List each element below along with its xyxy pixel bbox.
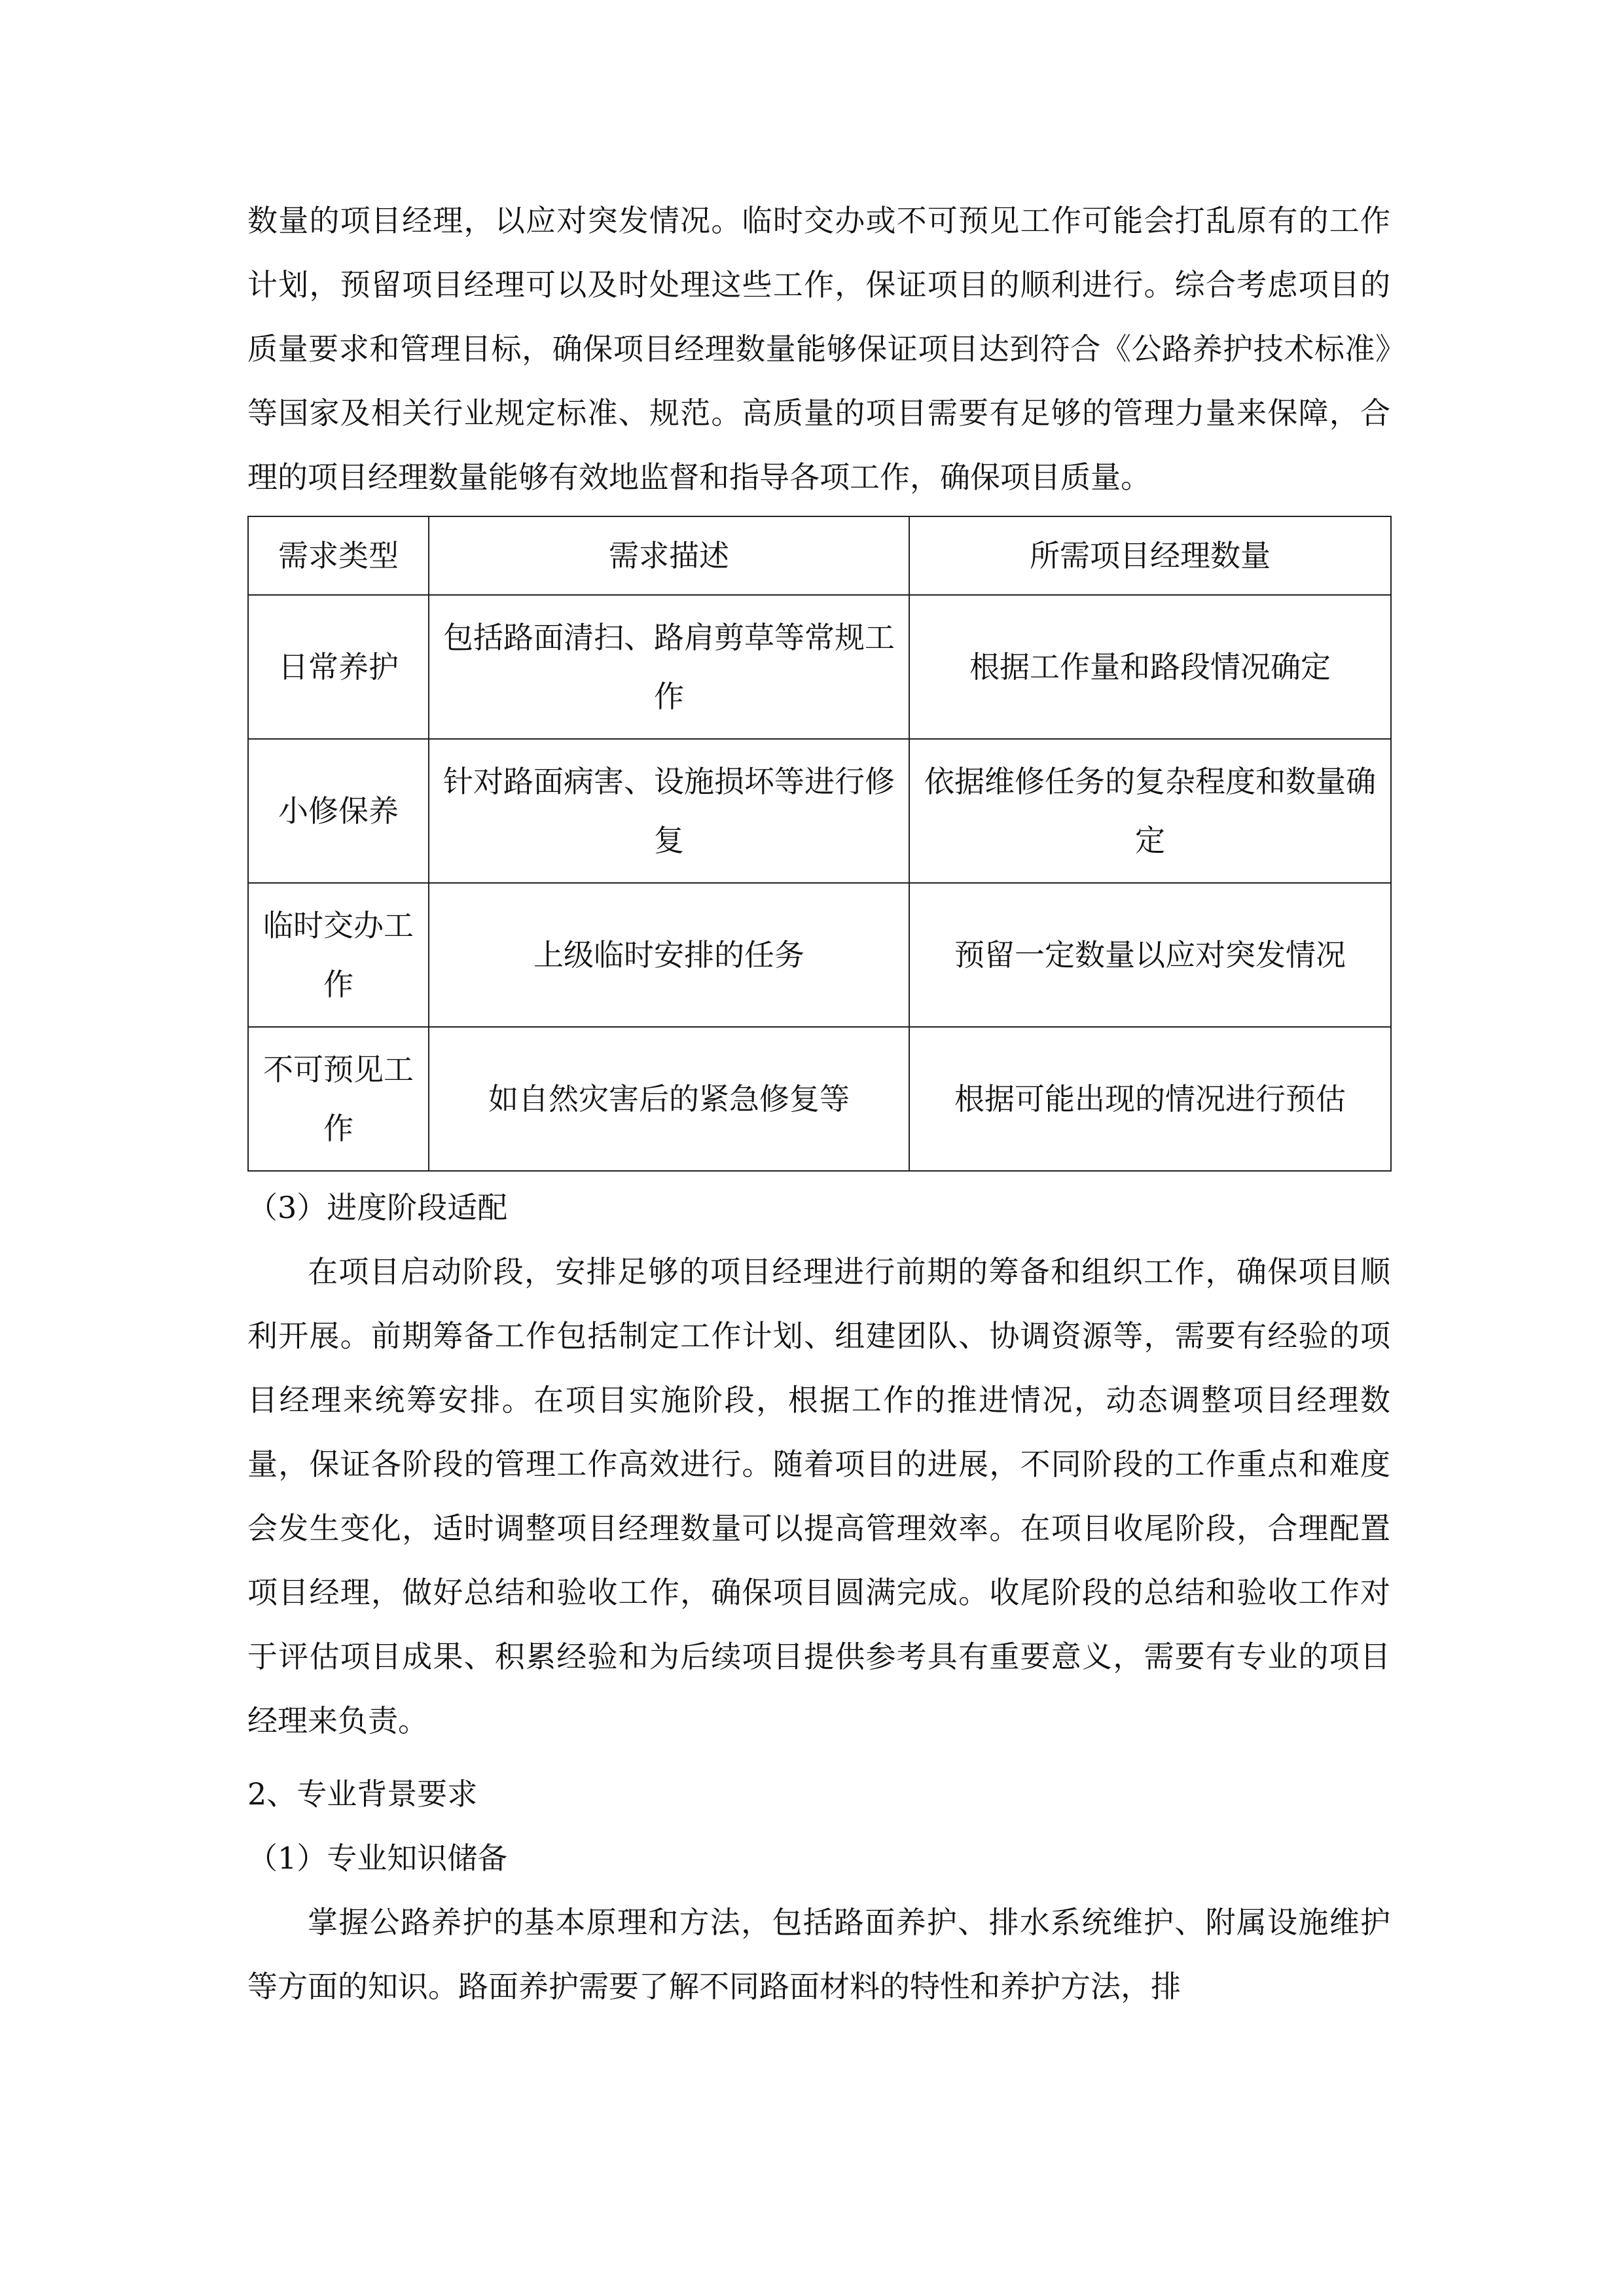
subsection-heading-knowledge: （1）专业知识储备 — [247, 1840, 508, 1876]
table-cell: 针对路面病害、设施损坏等进行修复 — [429, 739, 909, 883]
intro-paragraph: 数量的项目经理，以应对突发情况。临时交办或不可预见工作可能会打乱原有的工作计划，预留项目经理可以及时处理这些工作，保证项目的顺利进行。综合考虑项目的质量要求和管理目标，确保项目经理数量能够保证项目达到符合《公路养护技术标准》等国家及相关行业规定标准、规范。高质量的项目需要有足够的管理力量来保障，合理的项目经理数量能够有效地监督和指导各项工作，确保项目质量。 — [247, 203, 1390, 495]
table-cell: 包括路面清扫、路肩剪草等常规工作 — [429, 595, 909, 739]
header-cell-type: 需求类型 — [248, 516, 429, 595]
table-header-row — [248, 516, 1391, 595]
page-content — [247, 188, 1390, 2018]
knowledge-paragraph: 掌握公路养护的基本原理和方法，包括路面养护、排水系统维护、附属设施维护等方面的知识。路面养护需要了解不同路面材料的特性和养护方法，排 — [247, 1905, 1390, 2004]
table-row — [248, 595, 1391, 739]
section-heading-progress: （3）进度阶段适配 — [247, 1190, 508, 1225]
table-cell: 预留一定数量以应对突发情况 — [909, 883, 1391, 1027]
section-heading-background: 2、专业背景要求 — [247, 1776, 478, 1812]
table-row — [248, 739, 1391, 883]
header-cell-manager-count: 所需项目经理数量 — [909, 516, 1391, 595]
table-row — [248, 1027, 1391, 1171]
table-cell: 根据工作量和路段情况确定 — [909, 595, 1391, 739]
table-cell: 小修保养 — [248, 739, 429, 883]
header-cell-description: 需求描述 — [429, 516, 909, 595]
table-cell: 根据可能出现的情况进行预估 — [909, 1027, 1391, 1171]
table-cell: 如自然灾害后的紧急修复等 — [429, 1027, 909, 1171]
table-row — [248, 883, 1391, 1027]
table-cell: 不可预见工作 — [248, 1027, 429, 1171]
progress-paragraph: 在项目启动阶段，安排足够的项目经理进行前期的筹备和组织工作，确保项目顺利开展。前期筹备工作包括制定工作计划、组建团队、协调资源等，需要有经验的项目经理来统筹安排。在项目实施阶段，根据工作的推进情况，动态调整项目经理数量，保证各阶段的管理工作高效进行。随着项目的进展，不同阶段的工作重点和难度会发生变化，适时调整项目经理数量可以提高管理效率。在项目收尾阶段，合理配置项目经理，做好总结和验收工作，确保项目圆满完成。收尾阶段的总结和验收工作对于评估项目成果、积累经验和为后续项目提供参考具有重要意义，需要有专业的项目经理来负责。 — [247, 1254, 1390, 1738]
table-cell: 上级临时安排的任务 — [429, 883, 909, 1027]
table-cell: 依据维修任务的复杂程度和数量确定 — [909, 739, 1391, 883]
table-cell: 日常养护 — [248, 595, 429, 739]
table-cell: 临时交办工作 — [248, 883, 429, 1027]
requirements-table — [247, 516, 1392, 1172]
